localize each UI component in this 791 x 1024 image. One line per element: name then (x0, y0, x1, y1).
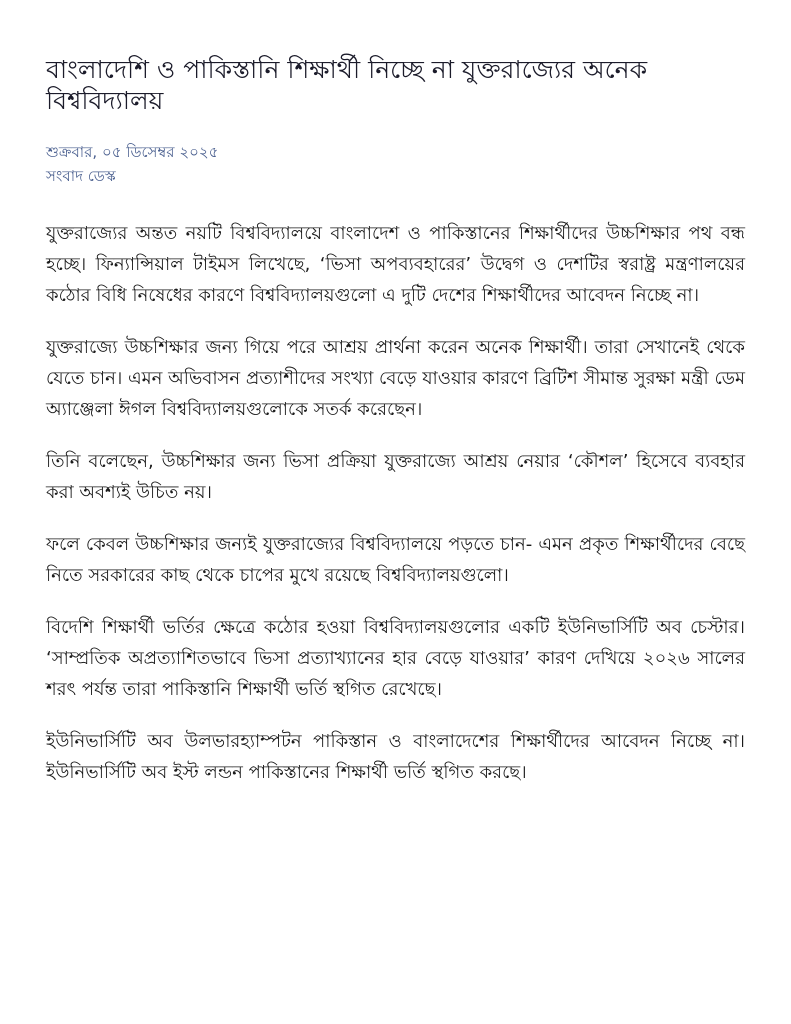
article-title: বাংলাদেশি ও পাকিস্তানি শিক্ষার্থী নিচ্ছে না যুক্তরাজ্যের অনেক বিশ্ববিদ্যালয় (46, 55, 648, 115)
article-paragraph: তিনি বলেছেন, উচ্চশিক্ষার জন্য ভিসা প্রক্রিয়া যুক্তরাজ্যে আশ্রয় নেয়ার ‘কৌশল’ হিসেবে ব্যবহার করা অবশ্যই উচিত নয়। (46, 451, 745, 503)
article-author: সংবাদ ডেস্ক (46, 167, 116, 185)
article-paragraph: বিদেশি শিক্ষার্থী ভর্তির ক্ষেত্রে কঠোর হওয়া বিশ্ববিদ্যালয়গুলোর একটি ইউনিভার্সিটি অব চেস্টার। ‘সাম্প্রতিক অপ্রত্যাশিতভাবে ভিসা প্রত্যাখ্যানের হার বেড়ে যাওয়ার’ কারণ দেখিয়ে ২০২৬ সালের শরৎ পর্যন্ত তারা পাকিস্তানি শিক্ষার্থী ভর্তি স্থগিত রেখেছে। (46, 617, 745, 700)
article-paragraph: যুক্তরাজ্যের অন্তত নয়টি বিশ্ববিদ্যালয়ে বাংলাদেশ ও পাকিস্তানের শিক্ষার্থীদের উচ্চশিক্ষার পথ বন্ধ হচ্ছে। ফিন্যান্সিয়াল টাইমস লিখেছে, ‘ভিসা অপব্যবহারের’ উদ্বেগ ও দেশটির স্বরাষ্ট্র মন্ত্রণালয়ের কঠোর বিধি নিষেধের কারণে বিশ্ববিদ্যালয়গুলো এ দুটি দেশের শিক্ষার্থীদের আবেদন নিচ্ছে না। (46, 223, 745, 306)
article-body (46, 218, 745, 788)
article-paragraph: ফলে কেবল উচ্চশিক্ষার জন্যই যুক্তরাজ্যের বিশ্ববিদ্যালয়ে পড়তে চান- এমন প্রকৃত শিক্ষার্থীদের বেছে নিতে সরকারের কাছ থেকে চাপের মুখে রয়েছে বিশ্ববিদ্যালয়গুলো। (46, 534, 745, 586)
article-meta (46, 140, 745, 188)
article-paragraph: যুক্তরাজ্যে উচ্চশিক্ষার জন্য গিয়ে পরে আশ্রয় প্রার্থনা করেন অনেক শিক্ষার্থী। তারা সেখানেই থেকে যেতে চান। এমন অভিবাসন প্রত্যাশীদের সংখ্যা বেড়ে যাওয়ার কারণে ব্রিটিশ সীমান্ত সুরক্ষা মন্ত্রী ডেম অ্যাঞ্জেলা ঈগল বিশ্ববিদ্যালয়গুলোকে সতর্ক করেছেন। (46, 337, 745, 420)
article-paragraph: ইউনিভার্সিটি অব উলভারহ্যাম্পটন পাকিস্তান ও বাংলাদেশের শিক্ষার্থীদের আবেদন নিচ্ছে না। ইউনিভার্সিটি অব ইস্ট লন্ডন পাকিস্তানের শিক্ষার্থী ভর্তি স্থগিত করছে। (46, 731, 745, 783)
article-date: শুক্রবার, ০৫ ডিসেম্বর ২০২৫ (46, 143, 219, 161)
